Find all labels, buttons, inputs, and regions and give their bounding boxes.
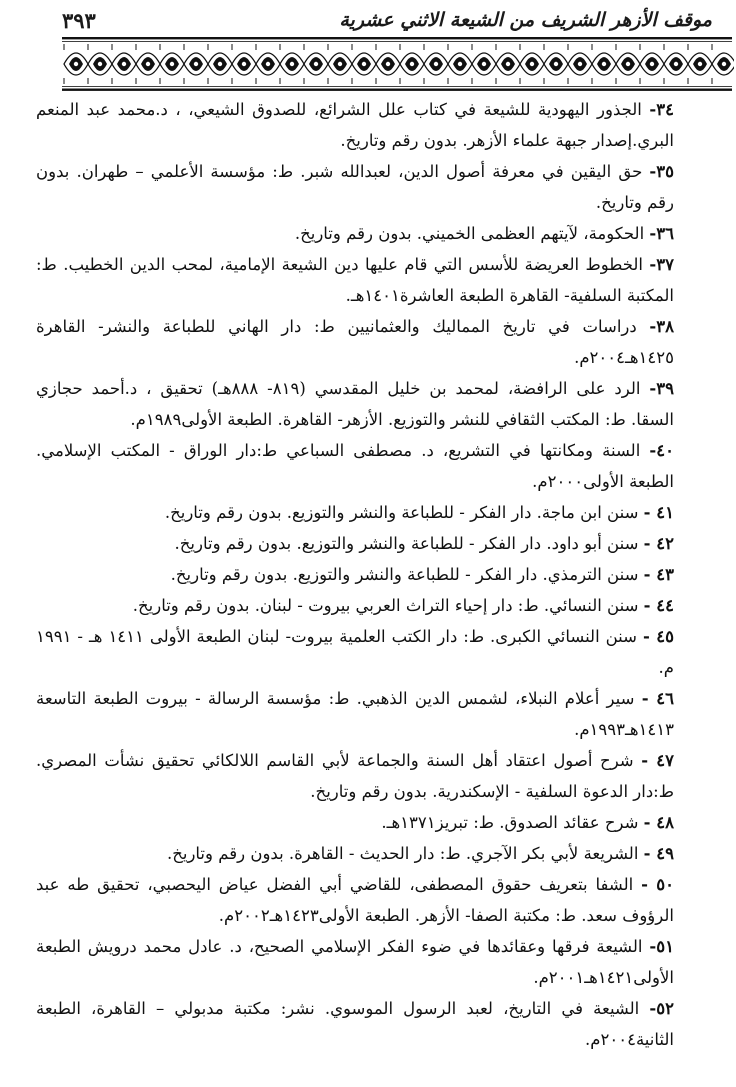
reference-entry <box>36 621 674 683</box>
reference-number: ٤١ - <box>643 503 674 522</box>
reference-number: ٣٩- <box>649 379 674 398</box>
reference-number: ٣٤- <box>649 100 674 119</box>
reference-entry <box>36 931 674 993</box>
reference-number: ٤٤ - <box>643 596 674 615</box>
reference-number: ٥٢- <box>649 999 674 1018</box>
reference-number: ٥١- <box>649 937 674 956</box>
reference-number: ٤٠- <box>649 441 674 460</box>
reference-text: الشريعة لأبي بكر الآجري. ط: دار الحديث - القاهرة. بدون رقم وتاريخ. <box>166 844 639 863</box>
reference-number: ٣٨- <box>649 317 675 336</box>
reference-entry <box>36 745 674 807</box>
reference-entry <box>36 373 674 435</box>
running-head <box>62 2 712 38</box>
reference-text: الرد على الرافضة، لمحمد بن خليل المقدسي (٨١٩- ٨٨٨هـ) تحقيق ، د.أحمد حجازي السقا. ط: المكتب الثقافي للنشر والتوزيع. الأزهر- القاهرة. الطبعة الأولى١٩٨٩م. <box>36 379 674 429</box>
reference-text: الشفا بتعريف حقوق المصطفى، للقاضي أبي الفضل عياض اليحصبي، تحقيق طه عبد الرؤوف سعد. ط: مكتبة الصفا- الأزهر. الطبعة الأولى١٤٢٣هـ٢٠٠٢م. <box>36 875 674 925</box>
reference-number: ٥٠ - <box>641 875 674 894</box>
reference-text: شرح عقائد الصدوق. ط: تبريز١٣٧١هـ. <box>381 813 639 832</box>
reference-text: الخطوط العريضة للأسس التي قام عليها دين الشيعة الإمامية، لمحب الدين الخطيب. ط: المكتبة السلفية- القاهرة الطبعة العاشرة١٤٠١هـ. <box>36 255 674 305</box>
reference-number: ٤٥ - <box>642 627 674 646</box>
reference-entry <box>36 218 674 249</box>
reference-text: سنن النسائي الكبرى. ط: دار الكتب العلمية بيروت- لبنان الطبعة الأولى ١٤١١ هـ - ١٩٩١ م. <box>36 627 674 677</box>
reference-list <box>36 94 674 1055</box>
reference-text: سنن الترمذي. دار الفكر - للطباعة والنشر والتوزيع. بدون رقم وتاريخ. <box>170 565 639 584</box>
reference-text: سنن ابن ماجة. دار الفكر - للطباعة والنشر والتوزيع. بدون رقم وتاريخ. <box>164 503 639 522</box>
reference-number: ٣٦- <box>649 224 674 243</box>
reference-number: ٤٨ - <box>643 813 674 832</box>
reference-entry <box>36 869 674 931</box>
reference-entry <box>36 435 674 497</box>
reference-text: الجذور اليهودية للشيعة في كتاب علل الشرائع، للصدوق الشيعي، ، د.محمد عبد المنعم البري.إصدار جبهة علماء الأزهر. بدون رقم وتاريخ. <box>36 100 674 150</box>
reference-entry <box>36 559 674 590</box>
reference-text: سنن أبو داود. دار الفكر - للطباعة والنشر والتوزيع. بدون رقم وتاريخ. <box>174 534 639 553</box>
reference-entry <box>36 993 674 1055</box>
reference-number: ٤٣ - <box>643 565 674 584</box>
reference-text: الحكومة، لآيتهم العظمى الخميني. بدون رقم وتاريخ. <box>294 224 645 243</box>
reference-text: سنن النسائي. ط: دار إحياء التراث العربي بيروت - لبنان. بدون رقم وتاريخ. <box>132 596 639 615</box>
reference-number: ٤٢ - <box>643 534 674 553</box>
reference-number: ٤٧ - <box>641 751 674 770</box>
reference-entry <box>36 838 674 869</box>
running-title: موقف الأزهر الشريف من الشيعة الاثني عشرية <box>339 9 712 31</box>
reference-entry <box>36 590 674 621</box>
reference-number: ٤٩ - <box>643 844 674 863</box>
reference-number: ٣٧- <box>649 255 675 274</box>
reference-entry <box>36 497 674 528</box>
reference-text: دراسات في تاريخ المماليك والعثمانيين ط: دار الهاني للطباعة والنشر- القاهرة ١٤٢٥هـ٢٠٠٤م. <box>36 317 674 367</box>
reference-text: سير أعلام النبلاء، لشمس الدين الذهبي. ط: مؤسسة الرسالة - بيروت الطبعة التاسعة ١٤١٣هـ١٩٩٣م. <box>36 689 674 739</box>
reference-text: الشيعة في التاريخ، لعبد الرسول الموسوي. نشر: مكتبة مدبولي – القاهرة، الطبعة الثانية٢٠٠٤م. <box>36 999 674 1049</box>
reference-entry <box>36 249 674 311</box>
ornamental-border <box>60 36 734 92</box>
reference-entry <box>36 311 674 373</box>
reference-number: ٣٥- <box>649 162 675 181</box>
reference-entry <box>36 683 674 745</box>
reference-text: شرح أصول اعتقاد أهل السنة والجماعة لأبي القاسم اللالكائي تحقيق نشأت المصري. ط:دار الدعوة السلفية - الإسكندرية. بدون رقم وتاريخ. <box>36 751 674 801</box>
reference-text: السنة ومكانتها في التشريع، د. مصطفى السباعي ط:دار الوراق - المكتب الإسلامي. الطبعة الأولى٢٠٠٠م. <box>36 441 674 491</box>
reference-text: الشيعة فرقها وعقائدها في ضوء الفكر الإسلامي الصحيح، د. عادل محمد درويش الطبعة الأولى١٤٢١هـ٢٠٠١م. <box>36 937 674 987</box>
reference-text: حق اليقين في معرفة أصول الدين، لعبدالله شبر. ط: مؤسسة الأعلمي – طهران. بدون رقم وتاريخ. <box>36 162 674 212</box>
reference-entry <box>36 156 674 218</box>
reference-entry <box>36 528 674 559</box>
reference-entry <box>36 807 674 838</box>
reference-entry <box>36 94 674 156</box>
page-number: ٣٩٣ <box>62 7 96 33</box>
reference-number: ٤٦ - <box>641 689 675 708</box>
